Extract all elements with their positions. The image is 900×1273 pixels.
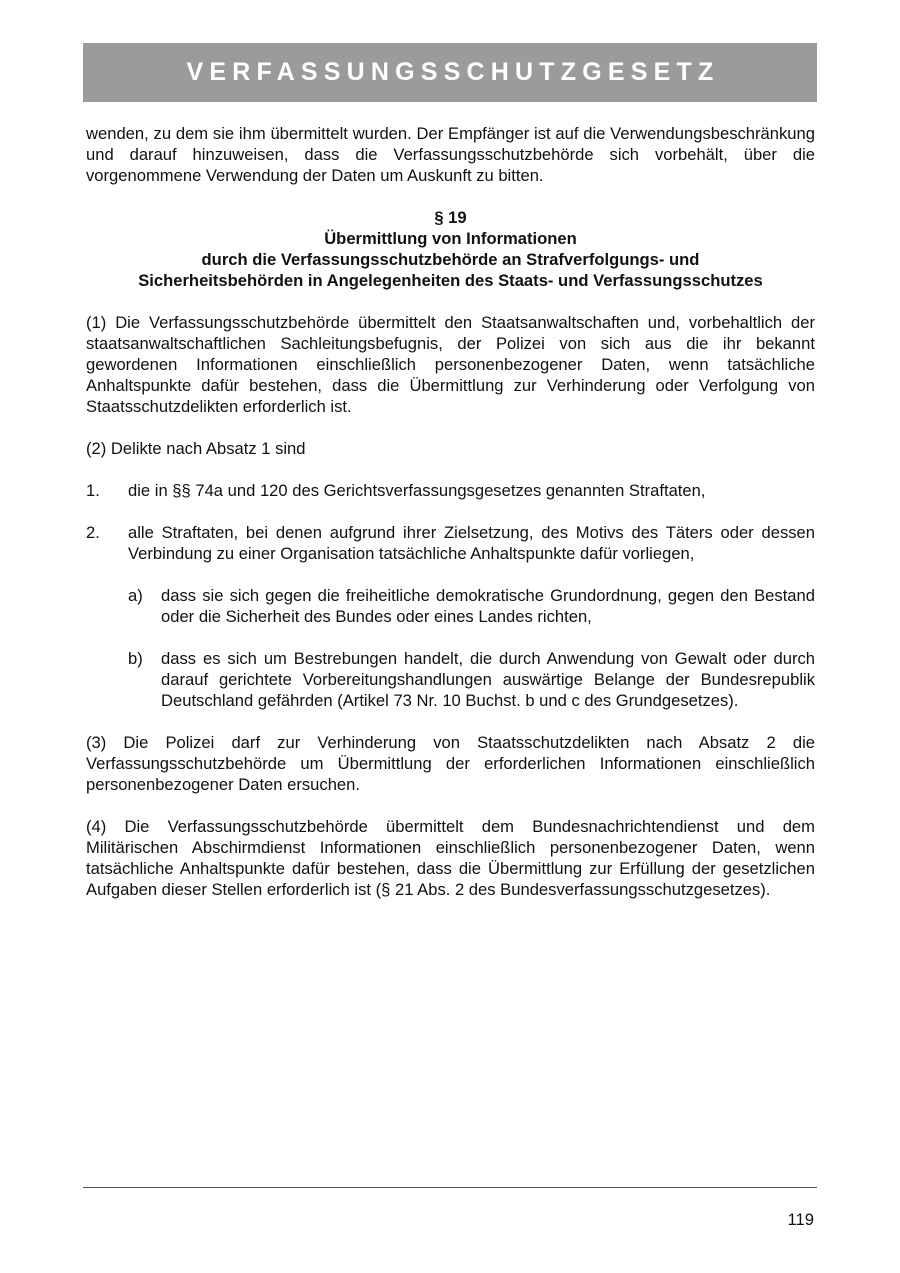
list-item-number: 2. <box>86 523 100 542</box>
sub-list-item <box>86 585 815 627</box>
page-number: 119 <box>787 1210 814 1229</box>
list-item-text: alle Straftaten, bei denen aufgrund ihrer Zielsetzung, des Motivs des Täters oder dessen Verbindung zu einer Organisation tatsächliche Anhaltspunkte dafür vorliegen, <box>128 523 815 563</box>
list-item-text: die in §§ 74a und 120 des Gerichtsverfassungsgesetzes genannten Straftaten, <box>128 481 706 500</box>
paragraph-1: (1) Die Verfassungsschutzbehörde übermittelt den Staatsanwaltschaften und, vorbehaltlich der staatsanwaltschaftlichen Sachleitungsbefugnis, der Polizei von sich aus die ihr bekannt gewordenen Informationen einschließlich personenbezogener Daten, wenn tatsächliche Anhaltspunkte dafür bestehen, dass die Übermittlung zur Verhinderung oder Verfolgung von Staatsschutzdelikten erforderlich ist. <box>86 313 815 416</box>
header-bar <box>83 43 817 102</box>
paragraph-3: (3) Die Polizei darf zur Verhinderung von Staatsschutzdelikten nach Absatz 2 die Verfassungsschutzbehörde um Übermittlung der erforderlichen Informationen einschließlich personenbezogener Daten ersuchen. <box>86 733 815 794</box>
footer-divider <box>83 1187 817 1188</box>
sub-list-item <box>86 648 815 711</box>
sub-list-item-letter: a) <box>128 586 143 605</box>
header-title: VERFASSUNGSSCHUTZGESETZ <box>186 58 720 86</box>
section-number: § 19 <box>434 208 467 227</box>
section-title-line-3: Sicherheitsbehörden in Angelegenheiten des Staats- und Verfassungsschutzes <box>138 271 763 290</box>
paragraph-4: (4) Die Verfassungsschutzbehörde übermittelt dem Bundesnachrichtendienst und dem Militärischen Abschirmdienst Informationen einschließlich personenbezogener Daten, wenn tatsächliche Anhaltspunkte dafür bestehen, dass die Übermittlung zur Erfüllung der gesetzlichen Aufgaben dieser Stellen erforderlich ist (§ 21 Abs. 2 des Bundesverfassungsschutzgesetzes). <box>86 817 815 899</box>
document-body <box>86 123 815 900</box>
section-title-line-2: durch die Verfassungsschutzbehörde an Strafverfolgungs- und <box>201 250 700 269</box>
sub-list-item-text: dass es sich um Bestrebungen handelt, die durch Anwendung von Gewalt oder durch darauf gerichtete Vorbereitungshandlungen auswärtige Belange der Bundesrepublik Deutschland gefährden (Artikel 73 Nr. 10 Buchst. b und c des Grundgesetzes). <box>161 649 815 710</box>
sub-list-item-text: dass sie sich gegen die freiheitliche demokratische Grundordnung, gegen den Bestand oder die Sicherheit des Bundes oder eines Landes richten, <box>161 586 815 626</box>
list-item <box>86 480 815 501</box>
intro-paragraph: wenden, zu dem sie ihm übermittelt wurden. Der Empfänger ist auf die Verwendungsbeschränkung und darauf hinzuweisen, dass die Verfassungsschutzbehörde sich vorbehält, über die vorgenommene Verwendung der Daten um Auskunft zu bitten. <box>86 124 815 185</box>
list-item <box>86 522 815 564</box>
list-item-number: 1. <box>86 481 100 500</box>
section-title-line-1: Übermittlung von Informationen <box>324 229 577 248</box>
sub-list-item-letter: b) <box>128 649 143 668</box>
section-heading <box>86 207 815 291</box>
paragraph-2: (2) Delikte nach Absatz 1 sind <box>86 439 306 458</box>
